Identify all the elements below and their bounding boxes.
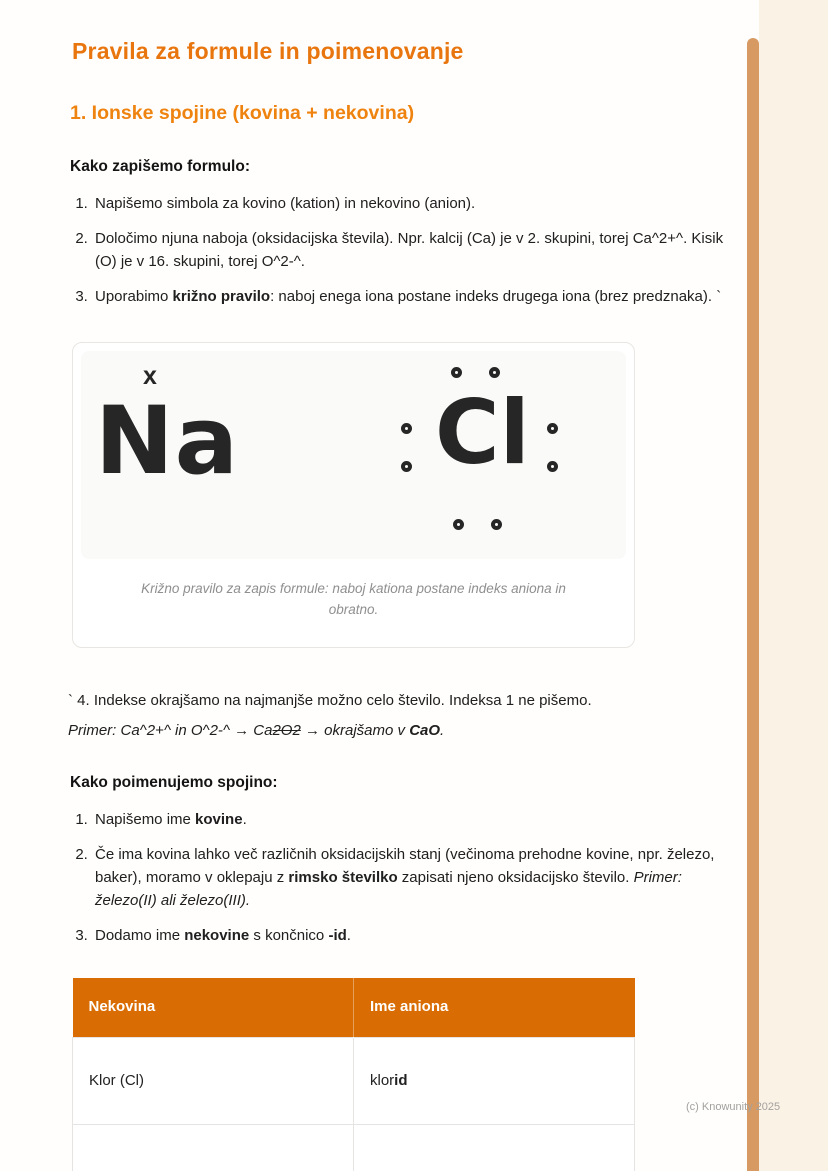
electron-dot bbox=[401, 423, 412, 434]
step4-text: ` 4. Indekse okrajšamo na najmanjše možno celo število. Indeksa 1 ne pišemo. bbox=[68, 692, 592, 710]
example-text bbox=[68, 720, 724, 743]
step-text: Določimo njuna naboja (oksidacijska števila). Npr. kalcij (Ca) je v 2. skupini, torej Ca^2+^. Kisik (O) je v 16. skupini, torej O^2-^. bbox=[95, 229, 724, 270]
table-header-row bbox=[73, 978, 635, 1037]
list-item bbox=[92, 809, 724, 832]
table-row bbox=[73, 1125, 635, 1171]
scrollbar[interactable] bbox=[747, 38, 759, 1171]
list-item bbox=[92, 193, 724, 216]
valence-electron-mark: x bbox=[143, 362, 157, 391]
electron-dot bbox=[547, 461, 558, 472]
step-text: Dodamo ime bbox=[95, 926, 185, 944]
electron-dot bbox=[453, 519, 464, 530]
step-text: Uporabimo bbox=[95, 287, 173, 305]
anion-table-head bbox=[73, 978, 635, 1037]
step-text: Napišemo simbola za kovino (kation) in nekovino (anion). bbox=[95, 194, 476, 212]
step-text-bold: -id bbox=[328, 926, 347, 944]
chlorine-symbol bbox=[399, 367, 579, 543]
table-cell-anion bbox=[354, 1037, 635, 1125]
table-cell-nonmetal bbox=[73, 1125, 354, 1171]
list-item bbox=[92, 925, 724, 948]
step-text-bold: križno pravilo bbox=[172, 287, 271, 305]
table-header-nonmetal: Nekovina bbox=[73, 978, 354, 1037]
anion-table bbox=[72, 978, 635, 1171]
electron-dot bbox=[547, 423, 558, 434]
step-text-bold: nekovine bbox=[184, 926, 250, 944]
step-text: . bbox=[346, 926, 351, 944]
page-title: Pravila za formule in poimenovanje bbox=[72, 38, 464, 64]
anion-root: klor bbox=[370, 1071, 395, 1089]
example-result: CaO bbox=[409, 722, 441, 740]
step-text: Napišemo ime bbox=[95, 810, 196, 828]
step-text: zapisati njeno oksidacijsko število. bbox=[397, 868, 634, 886]
anion-suffix: id bbox=[394, 1071, 408, 1089]
table-header-anion: Ime aniona bbox=[354, 978, 635, 1037]
electron-dot bbox=[451, 367, 462, 378]
electron-dot bbox=[489, 367, 500, 378]
step-text: Če ima kovina lahko več različnih oksidacijskih stanj (večinoma prehodne kovine, npr. železo, baker), moramo v oklepaju z bbox=[95, 845, 715, 886]
step-text-italic: Primer: železo(II) ali železo(III). bbox=[95, 868, 682, 909]
example-part: . bbox=[440, 722, 445, 740]
step-text-bold: kovine bbox=[195, 810, 243, 828]
electron-dot bbox=[401, 461, 412, 472]
write-formula-steps bbox=[68, 193, 724, 309]
example-strikethrough: 2O2 bbox=[272, 722, 301, 740]
list-item bbox=[92, 844, 724, 913]
cross-rule-illustration bbox=[81, 351, 626, 559]
list-item bbox=[92, 228, 724, 274]
table-cell-anion bbox=[354, 1125, 635, 1171]
page-right-margin bbox=[759, 0, 828, 1171]
example-part: Primer: Ca^2+^ in O^2-^ → Ca bbox=[68, 722, 273, 740]
sodium-symbol bbox=[95, 362, 240, 497]
naming-steps bbox=[68, 809, 724, 948]
step-text-bold: rimsko številko bbox=[288, 868, 398, 886]
section-heading: 1. Ionske spojine (kovina + nekovina) bbox=[70, 102, 415, 125]
step-text: . bbox=[242, 810, 247, 828]
anion-table-body bbox=[73, 1037, 635, 1171]
step-text: s končnico bbox=[249, 926, 329, 944]
write-formula-heading: Kako zapišemo formulo: bbox=[70, 158, 250, 176]
table-row bbox=[73, 1037, 635, 1125]
list-item bbox=[92, 286, 724, 309]
watermark: (c) Knowunity 2025 bbox=[686, 1101, 781, 1113]
electron-dot bbox=[491, 519, 502, 530]
table-cell-nonmetal: Klor (Cl) bbox=[73, 1037, 354, 1125]
chlorine-text: Cl bbox=[435, 381, 530, 485]
step-text: : naboj enega iona postane indeks drugega iona (brez predznaka). ` bbox=[270, 287, 722, 305]
figure-caption: Križno pravilo za zapis formule: naboj kationa postane indeks aniona in obratno. bbox=[141, 581, 566, 618]
example-part: → okrajšamo v bbox=[300, 722, 410, 740]
figure-card bbox=[72, 342, 635, 648]
naming-heading: Kako poimenujemo spojino: bbox=[70, 774, 278, 792]
document-content bbox=[68, 34, 724, 1171]
sodium-text: Na bbox=[95, 387, 240, 497]
